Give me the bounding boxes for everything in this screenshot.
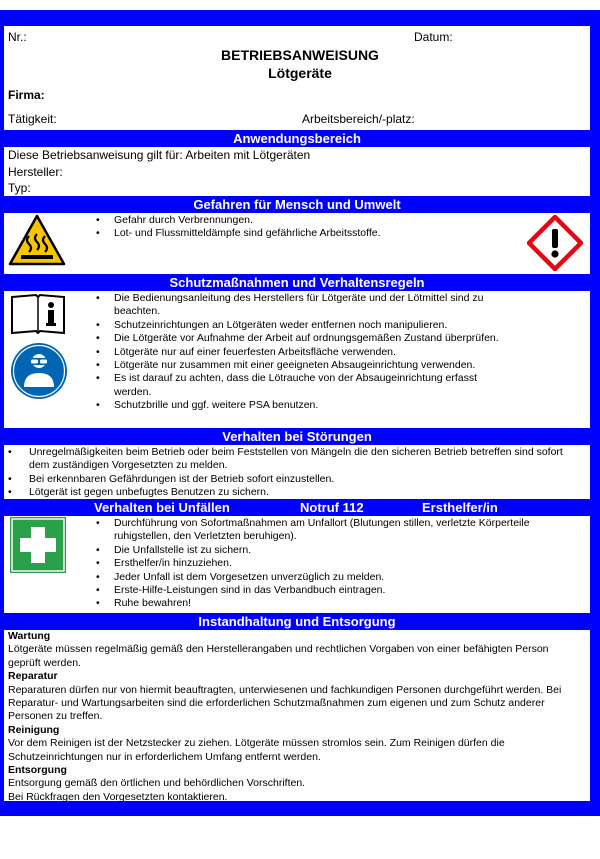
unfaelle-heading: Verhalten bei Unfällen <box>94 500 230 515</box>
arbeitsbereich-label: Arbeitsbereich/-platz: <box>302 112 415 126</box>
taetigkeit-label: Tätigkeit: <box>8 112 57 126</box>
list-item: • Ruhe bewahren! <box>96 597 576 610</box>
section-heading-anwendungsbereich: Anwendungsbereich <box>233 131 361 146</box>
manual-info-icon <box>9 292 67 336</box>
safety-goggles-icon <box>10 342 68 400</box>
section-heading-schutz: Schutzmaßnahmen und Verhaltensregeln <box>169 275 425 290</box>
schutz-list <box>96 292 516 413</box>
list-item: • Schutzbrille und ggf. weitere PSA benutzen. <box>96 399 516 412</box>
anwendungsbereich-line: Diese Betriebsanweisung gilt für: Arbeiten mit Lötgeräten <box>8 148 311 162</box>
reparatur-title: Reparatur <box>8 670 58 683</box>
firma-label: Firma: <box>8 88 45 102</box>
list-item: • Jeder Unfall ist dem Vorgesetzen unverzüglich zu melden. <box>96 571 576 584</box>
list-item: • Es ist darauf zu achten, dass die Lötrauche von der Absaugeinrichtung erfasst werden. <box>96 372 516 399</box>
section-heading-stoerungen: Verhalten bei Störungen <box>222 429 372 444</box>
gefahren-list <box>96 214 496 241</box>
list-item: • Ersthelfer/in hinzuziehen. <box>96 557 576 570</box>
list-item: • Schutzeinrichtungen an Lötgeräten weder entfernen noch manipulieren. <box>96 319 516 332</box>
instandhaltung-content <box>8 630 584 804</box>
nr-label: Nr.: <box>8 30 27 44</box>
ghs-exclamation-mark-icon <box>527 215 583 271</box>
page-subtitle: Lötgeräte <box>268 65 332 81</box>
datum-label: Datum: <box>414 30 453 44</box>
entsorgung-text: Entsorgung gemäß den örtlichen und behördlichen Vorschriften. <box>8 777 306 790</box>
list-item: • Lötgeräte nur auf einer feuerfesten Arbeitsfläche verwenden. <box>96 346 516 359</box>
hot-surface-warning-icon <box>8 214 66 266</box>
reparatur-text: Reparaturen dürfen nur von hiermit beauftragten, unterwiesenen und fachkundigen Personen durchgeführt werden. Bei Reparatur- und Wartungsarbeiten sind die erforderlichen Schutzmaßnahmen zum eigenen und zum Schutz anderer Personen zu treffen. <box>8 683 562 723</box>
list-item: • Erste-Hilfe-Leistungen sind in das Verbandbuch eintragen. <box>96 584 576 597</box>
notruf-label: Notruf 112 <box>300 500 364 515</box>
wartung-text: Lötgeräte müssen regelmäßig gemäß den Herstellerangaben und rechtlichen Vorgaben von einer befähigten Person geprüft werden. <box>8 643 549 669</box>
entsorgung-title: Entsorgung <box>8 764 67 777</box>
list-item: • Unregelmäßigkeiten beim Betrieb oder beim Feststellen von Mängeln die den sicheren Betrieb betreffen sind sofort dem zuständigen Vorgesetzten zu melden. <box>8 446 586 473</box>
reinigung-text: Vor dem Reinigen ist der Netzstecker zu ziehen. Lötgeräte müssen stromlos sein. Zum Reinigen dürfen die Schutzeinrichtungen nur in erforderlichem Umfang entfernt werden. <box>8 737 505 763</box>
section-heading-gefahren: Gefahren für Mensch und Umwelt <box>193 197 401 212</box>
hersteller-label: Hersteller: <box>8 165 63 179</box>
list-item: • Bei erkennbaren Gefährdungen ist der Betrieb sofort einzustellen. <box>8 473 586 486</box>
list-item: • Durchführung von Sofortmaßnahmen am Unfallort (Blutungen stillen, verletzte Körperteile ruhigstellen, den Verletzten beruhigen). <box>96 517 576 544</box>
stoerungen-list <box>8 446 586 500</box>
list-item: • Lötgerät ist gegen unbefugtes Benutzen zu sichern. <box>8 486 586 499</box>
unfaelle-list <box>96 517 576 611</box>
list-item: • Lötgeräte nur zusammen mit einer geeigneten Absaugeinrichtung verwenden. <box>96 359 516 372</box>
page-title: BETRIEBSANWEISUNG <box>221 47 379 63</box>
list-item: • Die Bedienungsanleitung des Herstellers für Lötgeräte und der Lötmittel sind zu beachten. <box>96 292 516 319</box>
ersthelfer-label: Ersthelfer/in <box>422 500 498 515</box>
typ-label: Typ: <box>8 181 31 195</box>
reinigung-title: Reinigung <box>8 723 60 736</box>
section-heading-instandhaltung: Instandhaltung und Entsorgung <box>198 614 396 629</box>
first-aid-cross-icon <box>10 517 66 573</box>
list-item: • Die Lötgeräte vor Aufnahme der Arbeit auf ordnungsgemäßen Zustand überprüfen. <box>96 332 516 345</box>
wartung-title: Wartung <box>8 630 51 642</box>
list-item: • Die Unfallstelle ist zu sichern. <box>96 544 576 557</box>
list-item: • Lot- und Flussmitteldämpfe sind gefährliche Arbeitsstoffe. <box>96 227 496 240</box>
rueckfragen-text: Bei Rückfragen den Vorgesetzten kontaktieren. <box>8 790 228 803</box>
list-item: • Gefahr durch Verbrennungen. <box>96 214 496 227</box>
